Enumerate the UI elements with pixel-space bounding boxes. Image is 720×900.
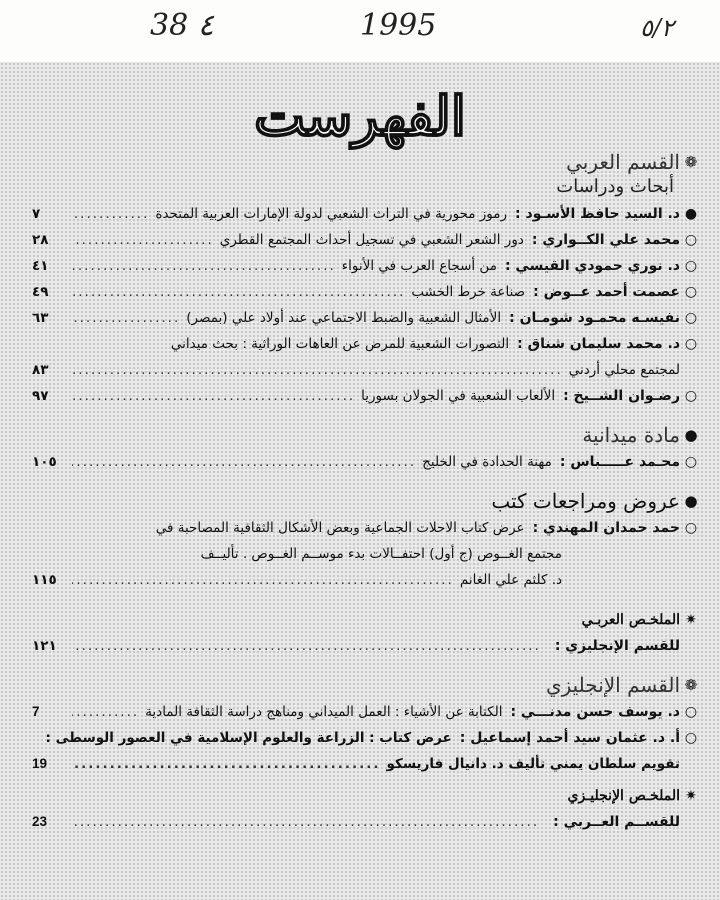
filled-bullet-icon: ●	[684, 426, 698, 444]
toc-entry-continuation[interactable]: تقويم سلطان يمني تأليف د. دانيال فاريسكو ..... 19	[32, 751, 702, 777]
toc-entry[interactable]: ○ محـمد عـــــباس : مهنة الحدادة في الخليج ..... ١٠٥	[32, 449, 702, 475]
filled-bullet-icon: ●	[684, 492, 698, 510]
table-of-contents	[32, 150, 702, 835]
flower-icon: ❁	[684, 676, 698, 694]
section-heading-english: ❁ القسم الإنجليزي	[32, 673, 702, 697]
hollow-bullet-icon: ○	[684, 454, 698, 470]
flower-icon: ❁	[684, 153, 698, 171]
toc-entry[interactable]: ○ حمد حمدان المهندي : عرض كتاب الاحلات الجماعية وبعض الأشكال الثقافية المصاحبة في	[32, 515, 702, 541]
section-heading-arabic: ❁ القسم العربي	[32, 150, 702, 174]
toc-entry[interactable]: ○ د. نوري حمودي القيسي : من أسجاع العرب في الأنواء ..... ٤١	[32, 253, 702, 279]
asterisk-icon: ✷	[685, 612, 697, 628]
toc-entry[interactable]: ○ د. يوسف حسن مدنـــي : الكتابة عن الأشياء : العمل الميداني ومناهج دراسة الثقافة المادية ..... 7	[32, 699, 702, 725]
hollow-bullet-icon: ○	[684, 520, 698, 536]
hollow-bullet-icon: ○	[684, 310, 698, 326]
hollow-bullet-icon: ○	[684, 704, 698, 720]
section-heading-field: ● مادة ميدانية	[32, 423, 702, 447]
toc-entry-continuation[interactable]: لمجتمع محلي أردني ..... ٨٣	[32, 357, 702, 383]
hollow-bullet-icon: ○	[684, 730, 698, 746]
toc-entry[interactable]: ○ عصمت أحمد عــوض : صناعة خرط الخشب ..... ٤٩	[32, 279, 702, 305]
page-title: الفهرست	[254, 84, 466, 148]
handwritten-year: 1995	[360, 8, 437, 43]
subheading-research: أبحاث ودراسات	[556, 176, 674, 197]
handwritten-left-note: 38 ٤	[150, 8, 214, 43]
toc-entry[interactable]: ● د. السيد حافظ الأسـود : رموز محورية في التراث الشعبي لدولة الإمارات العربية المتحدة ..... ٧	[32, 201, 702, 227]
toc-entry-continuation[interactable]: د. كلثم علي الغانم ..... ١١٥	[32, 567, 702, 593]
toc-summary-english-sub[interactable]: للقســم العــربي : ..... 23	[32, 809, 702, 835]
asterisk-icon: ✷	[685, 788, 697, 804]
hollow-bullet-icon: ○	[684, 388, 698, 404]
toc-entry[interactable]: ○ د. محمد سليمان شناق : التصورات الشعبية للمرض عن العاهات الوراثية : بحث ميداني	[32, 331, 702, 357]
toc-entry[interactable]: ○ رضـوان الشــيخ : الألعاب الشعبية في الجولان بسوريا ..... ٩٧	[32, 383, 702, 409]
handwritten-right-note: ٥/٢	[640, 14, 674, 42]
hollow-bullet-icon: ○	[684, 284, 698, 300]
contents-page	[0, 62, 720, 900]
toc-entry[interactable]: ○ أ. د. عثمان سيد أحمد إسماعيل : عرض كتاب : الزراعة والعلوم الإسلامية في العصور الوسطى :	[32, 725, 702, 751]
hollow-bullet-icon: ○	[684, 232, 698, 248]
hollow-bullet-icon: ○	[684, 336, 698, 352]
toc-summary-english[interactable]: ✷ الملخـص الإنجليـزي	[32, 783, 702, 809]
section-heading-reviews: ● عروض ومراجعات كتب	[32, 489, 702, 513]
toc-entry[interactable]: ○ نفيسـه محمـود شومـان : الأمثال الشعبية والضبط الاجتماعي عند أولاد علي (بمصر) ..... ٦٣	[32, 305, 702, 331]
toc-entry-continuation[interactable]: مجتمع الغــوص (ج أول) احتفــالات بدء موســم الغــوص . تأليــف	[200, 546, 562, 562]
hollow-bullet-icon: ○	[684, 258, 698, 274]
toc-summary-arabic-sub[interactable]: للقسم الإنجليزي : ..... ١٢١	[32, 633, 702, 659]
filled-bullet-icon: ●	[684, 206, 698, 222]
toc-summary-arabic[interactable]: ✷ الملخـص العربـي	[32, 607, 702, 633]
toc-entry[interactable]: ○ محمد علي الكــواري : دور الشعر الشعبي في تسجيل أحداث المجتمع القطري ..... ٢٨	[32, 227, 702, 253]
